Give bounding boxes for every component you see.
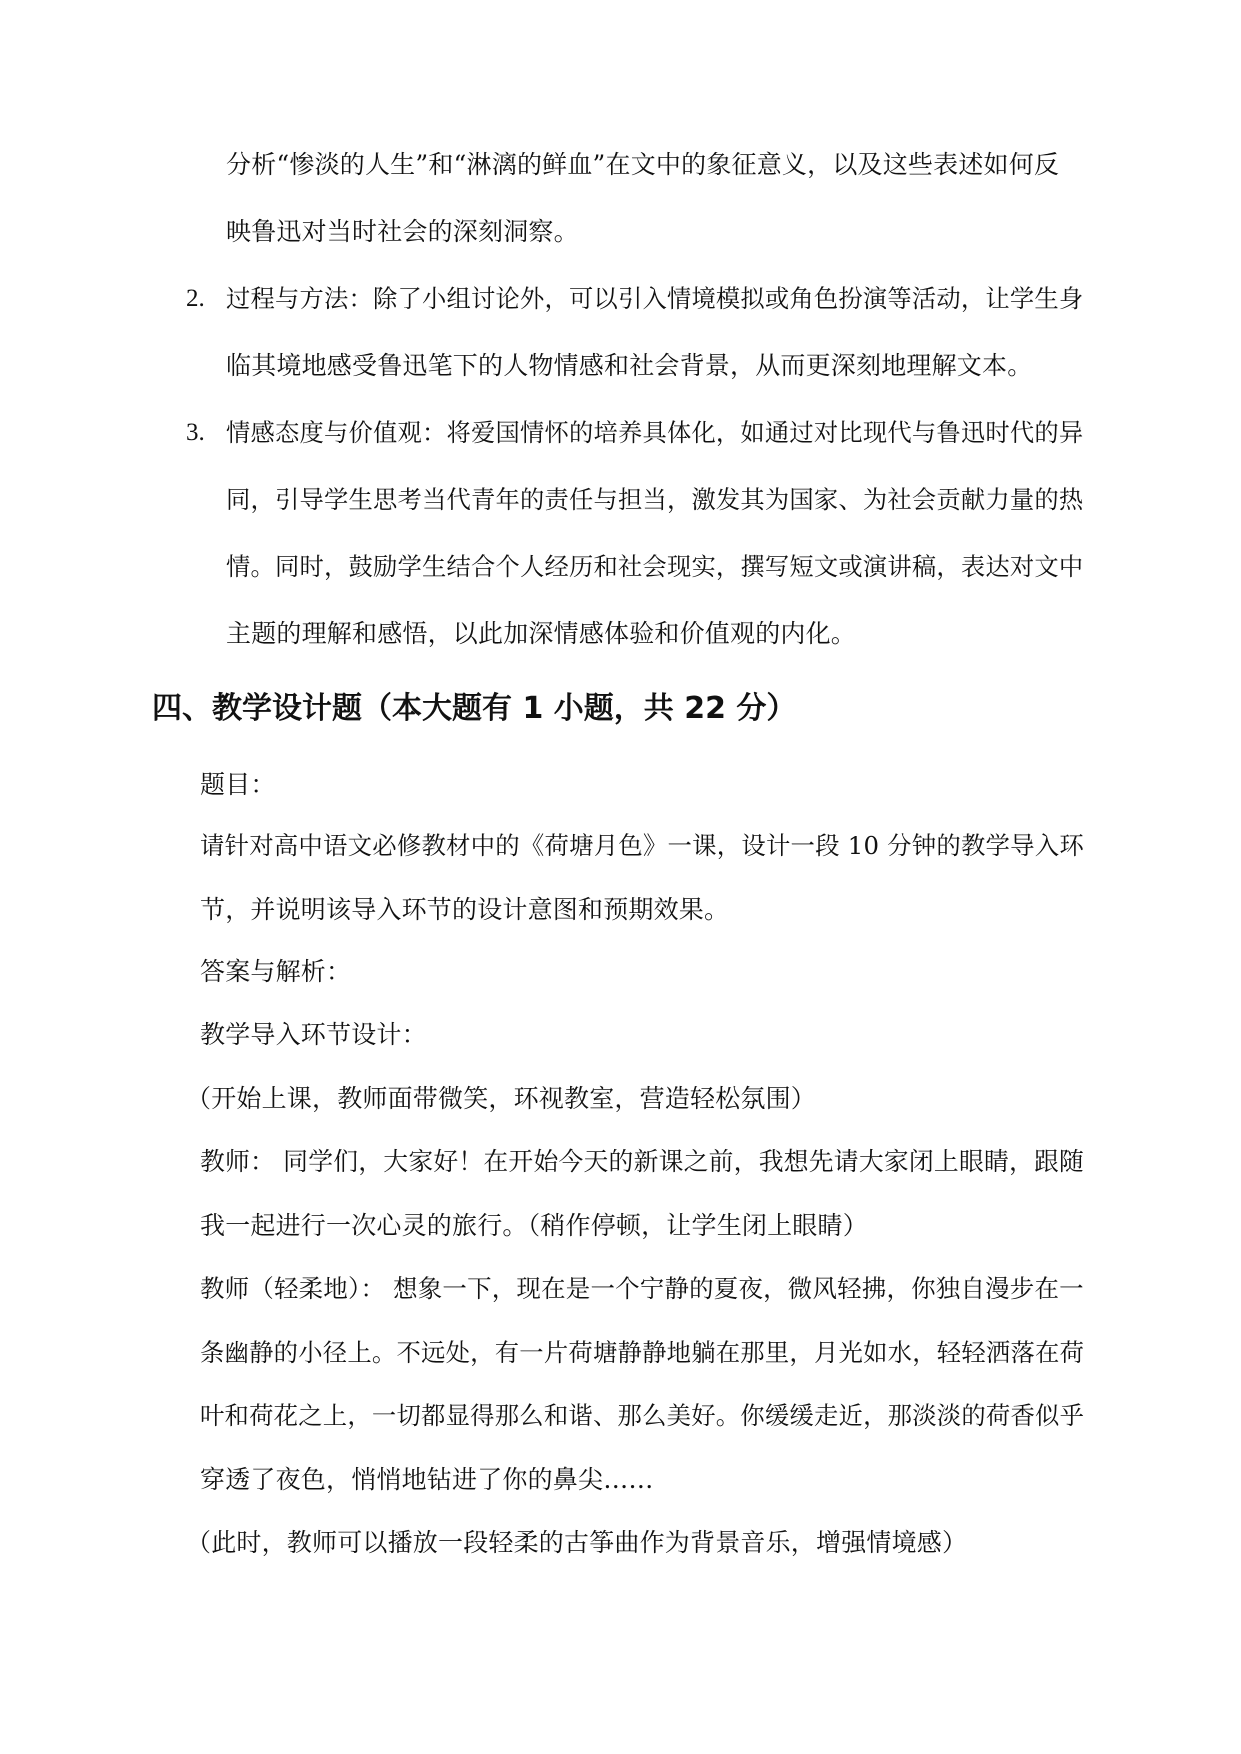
question-label: 题目： [200,770,276,799]
list-item-2-line-2: 临其境地感受鲁迅笔下的人物情感和社会背景，从而更深刻地理解文本。 [226,351,1033,380]
answer-label: 答案与解析： [200,957,352,986]
question-line-1: 请针对高中语文必修教材中的《荷塘月色》一课，设计一段 10 分钟的教学导入环 [200,831,1084,860]
list-item-2-line-1: 过程与方法：除了小组讨论外，可以引入情境模拟或角色扮演等活动，让学生身 [226,284,1084,313]
list-item-number-2: 2. [186,285,205,312]
stage-direction-1: （开始上课，教师面带微笑，环视教室，营造轻松氛围） [186,1084,817,1113]
list-item-3-line-1: 情感态度与价值观：将爱国情怀的培养具体化，如通过对比现代与鲁迅时代的异 [226,418,1084,447]
list-item-3-line-2: 同，引导学生思考当代青年的责任与担当，激发其为国家、为社会贡献力量的热 [226,485,1084,514]
section-heading: 四、教学设计题（本大题有 1 小题，共 22 分） [152,691,797,726]
continuation-line-1: 分析“惨淡的人生”和“淋漓的鲜血”在文中的象征意义，以及这些表述如何反 [226,150,1060,179]
stage-direction-2: （此时，教师可以播放一段轻柔的古筝曲作为背景音乐，增强情境感） [186,1528,968,1557]
teacher-speech-1-line-2: 我一起进行一次心灵的旅行。（稍作停顿，让学生闭上眼睛） [200,1211,868,1240]
list-item-3-line-4: 主题的理解和感悟，以此加深情感体验和价值观的内化。 [226,619,857,648]
teacher-speech-2-line-2: 条幽静的小径上。不远处，有一片荷塘静静地躺在那里，月光如水，轻轻洒落在荷 [200,1338,1085,1367]
teacher-speech-2-line-4: 穿透了夜色，悄悄地钻进了你的鼻尖…… [200,1465,654,1494]
continuation-line-2: 映鲁迅对当时社会的深刻洞察。 [226,217,579,246]
design-label: 教学导入环节设计： [200,1020,427,1049]
teacher-speech-2-line-1: 教师（轻柔地）： 想象一下，现在是一个宁静的夏夜，微风轻拂，你独自漫步在一 [200,1274,1084,1303]
teacher-speech-1-line-1: 教师： 同学们，大家好！在开始今天的新课之前，我想先请大家闭上眼睛，跟随 [200,1147,1085,1176]
question-line-2: 节，并说明该导入环节的设计意图和预期效果。 [200,895,730,924]
teacher-speech-2-line-3: 叶和荷花之上，一切都显得那么和谐、那么美好。你缓缓走近，那淡淡的荷香似乎 [200,1401,1085,1430]
list-item-3-line-3: 情。同时，鼓励学生结合个人经历和社会现实，撰写短文或演讲稿，表达对文中 [226,552,1084,581]
list-item-number-3: 3. [186,419,205,446]
